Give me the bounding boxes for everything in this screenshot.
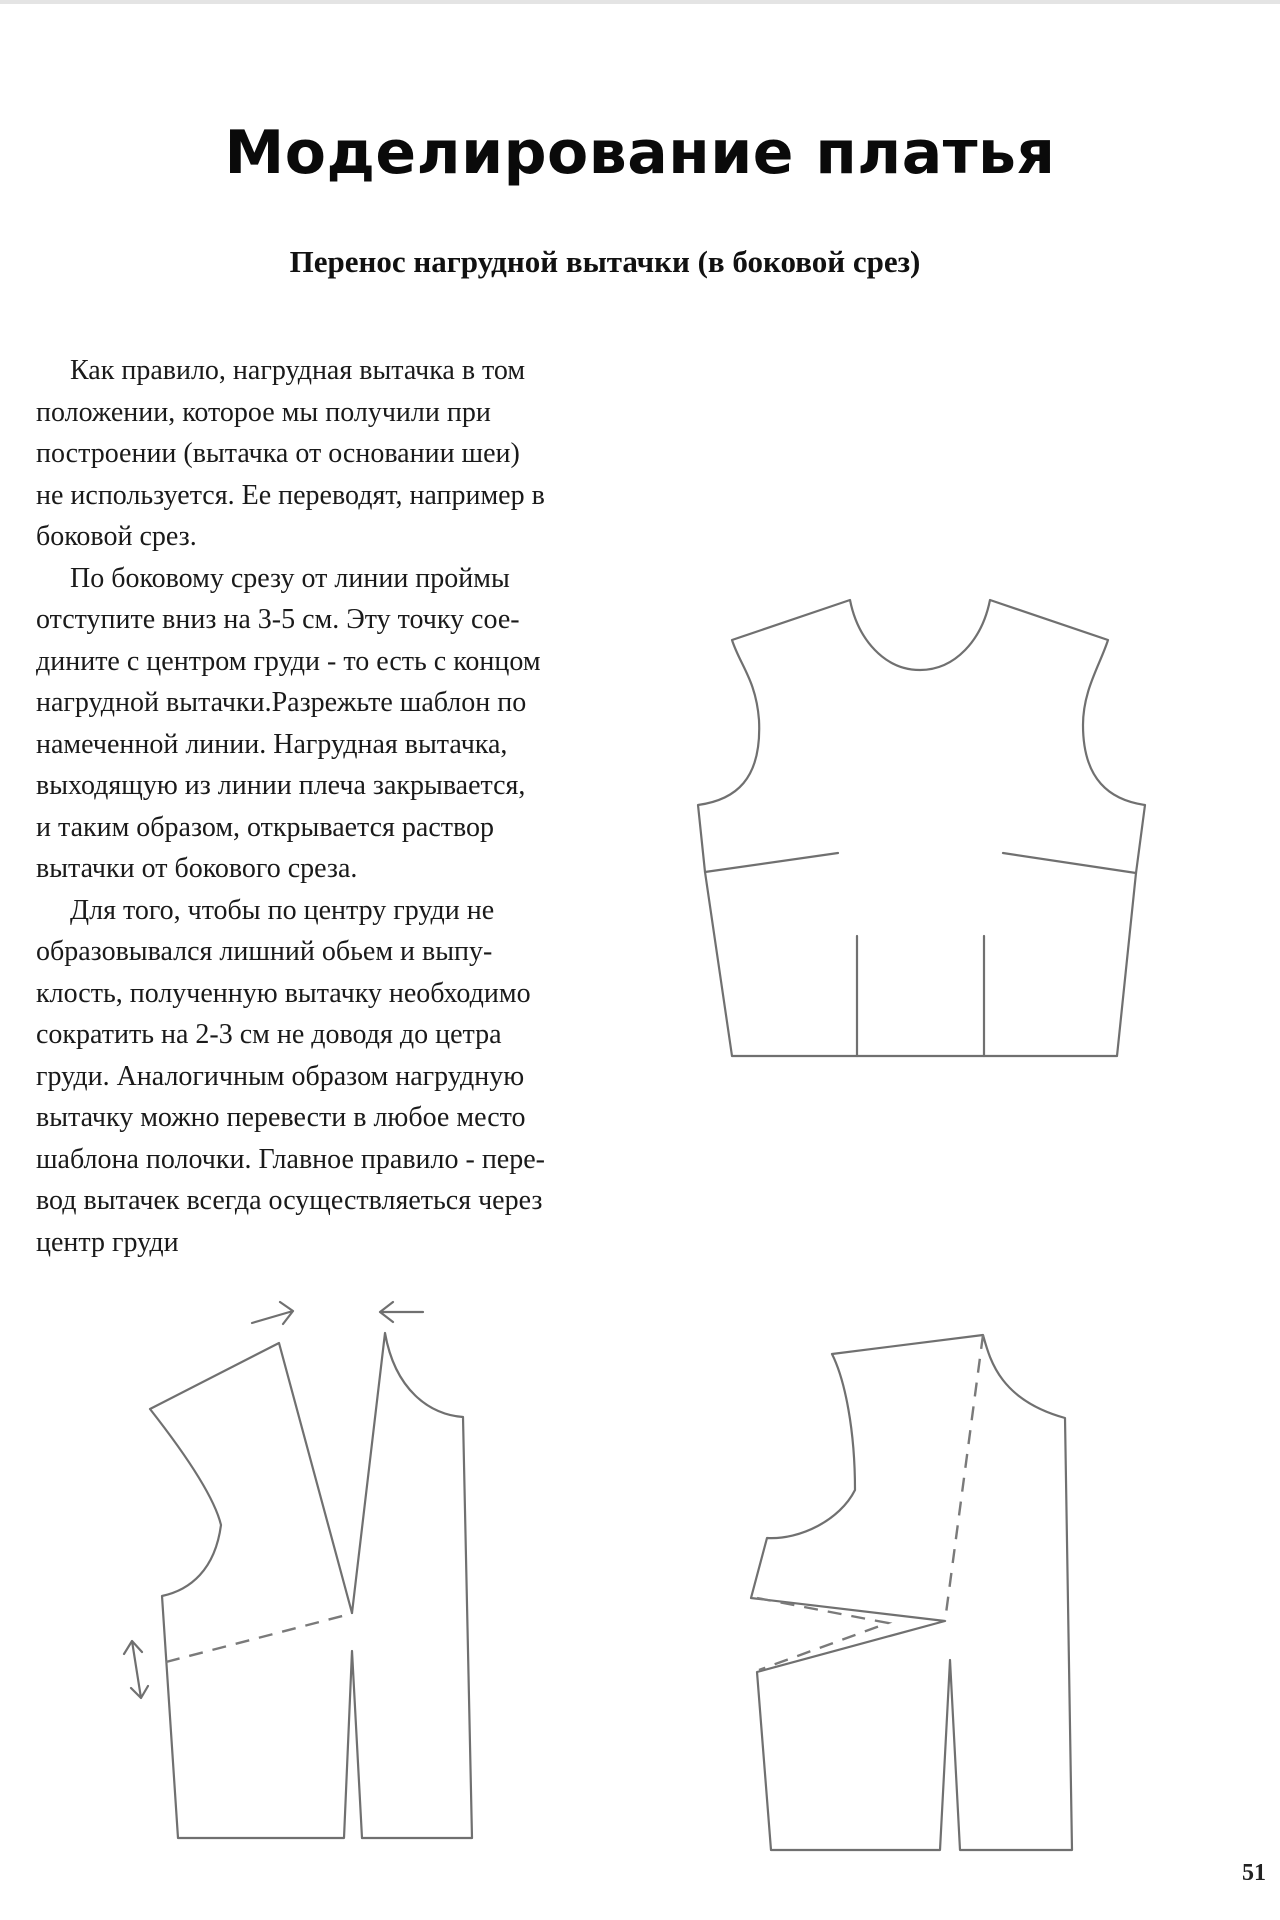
text-line: нагрудной вытачки.Разрежьте шаблон по [36, 687, 527, 718]
text-line: Для того, чтобы по центру груди не [70, 894, 495, 926]
text-line: груди. Аналогичным образом нагрудную [36, 1060, 525, 1092]
dart-transferred-figure [751, 1335, 1072, 1850]
text-line: выходящую из линии плеча закрывается, [36, 770, 526, 801]
double-arrow-vertical-icon [124, 1641, 148, 1698]
page-number: 51 [1242, 1860, 1266, 1886]
text-line: боковой срез. [36, 521, 197, 552]
text-line: и таким образом, открывается раствор [36, 811, 495, 843]
text-line: вытачку можно перевести в любое место [36, 1102, 526, 1133]
page-title: Моделирование платья [224, 118, 1056, 188]
text-line: По боковому срезу от линии проймы [70, 562, 510, 594]
text-line: вытачки от бокового среза. [36, 853, 358, 884]
arrow-right-icon [252, 1302, 293, 1324]
full-front-bodice-figure [698, 600, 1145, 1056]
text-line: отступите вниз на 3-5 см. Эту точку сое- [36, 604, 520, 635]
text-line: сократить на 2-3 см не доводя до цетра [36, 1019, 502, 1050]
text-line: намеченной линии. Нагрудная вытачка, [36, 728, 508, 760]
text-line: вод вытачек всегда осуществляеться через [36, 1185, 543, 1216]
arrow-left-icon [380, 1302, 423, 1322]
text-line: не используется. Ее переводят, например в [36, 479, 545, 511]
text-line: шаблона полочки. Главное правило - пере- [36, 1143, 545, 1175]
text-line: образовывался лишний обьем и выпу- [36, 936, 493, 967]
text-line: Как правило, нагрудная вытачка в том [70, 355, 526, 386]
section-subtitle: Перенос нагрудной вытачки (в боковой срез) [289, 244, 921, 279]
text-line: центр груди [36, 1226, 179, 1258]
text-line: клость, полученную вытачку необходимо [36, 977, 531, 1009]
text-line: положении, которое мы получили при [36, 396, 491, 428]
text-line: дините с центром груди - то есть с концом [36, 645, 541, 677]
text-line: построении (вытачка от основании шеи) [36, 438, 520, 469]
cut-pattern-figure [124, 1302, 472, 1838]
